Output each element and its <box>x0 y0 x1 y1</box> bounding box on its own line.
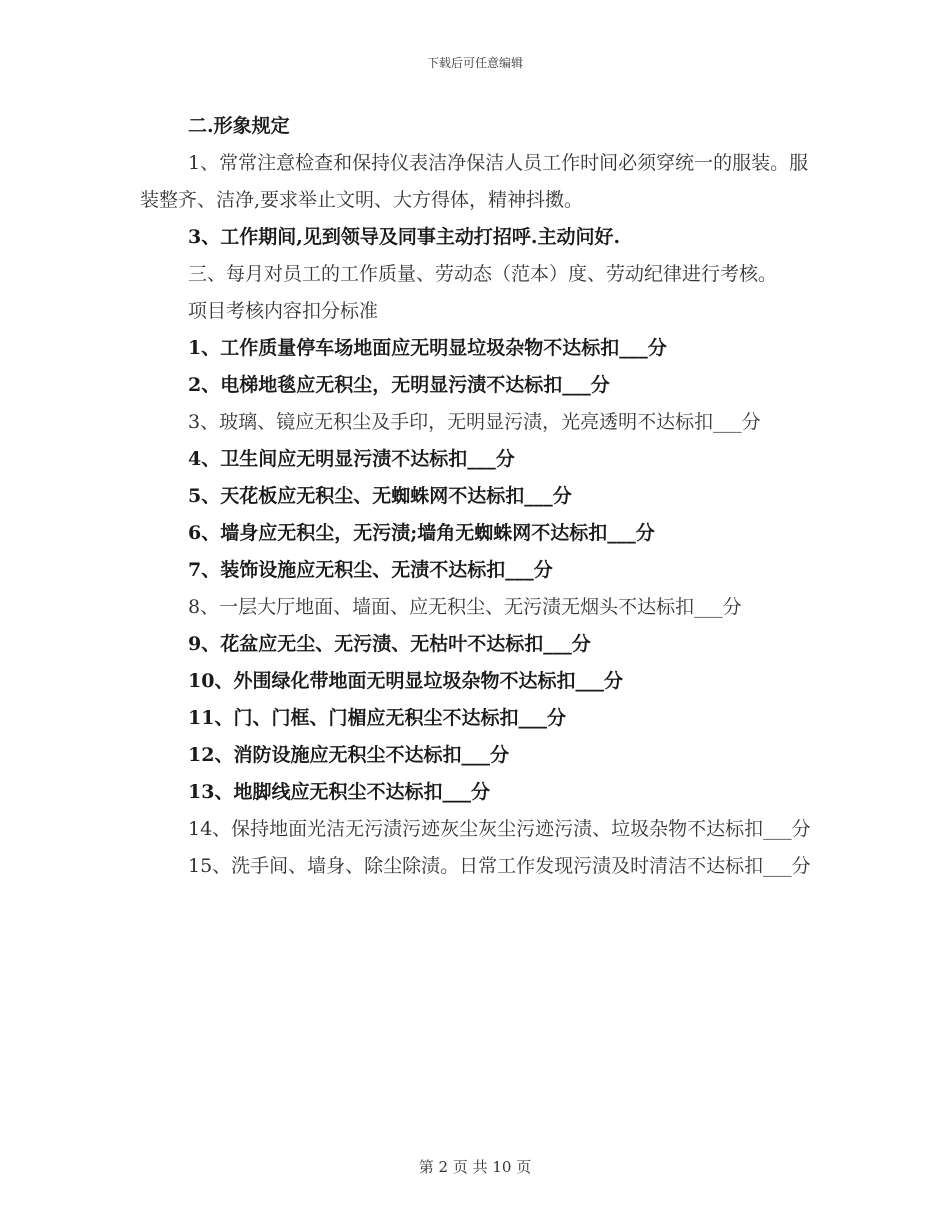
page-footer: 第 2 页 共 10 页 <box>418 1158 532 1176</box>
list-item: 15、洗手间、墙身、除尘除渍。日常工作发现污渍及时清洁不达标扣___分 <box>188 855 811 877</box>
list-item: 1、工作质量停车场地面应无明显垃圾杂物不达标扣___分 <box>188 337 667 359</box>
list-item: 5、天花板应无积尘、无蜘蛛网不达标扣___分 <box>188 485 572 507</box>
list-item: 2、电梯地毯应无积尘，无明显污渍不达标扣___分 <box>188 374 610 396</box>
paragraph-criteria-header: 项目考核内容扣分标准 <box>188 300 379 322</box>
document-body <box>140 108 812 885</box>
paragraph-greeting: 3、工作期间,见到领导及同事主动打招呼.主动问好. <box>188 226 621 248</box>
list-item: 6、墙身应无积尘，无污渍;墙角无蜘蛛网不达标扣___分 <box>188 522 655 544</box>
paragraph-uniform: 1、常常注意检查和保持仪表洁净保洁人员工作时间必须穿统一的服装。服装整齐、洁净,要求举止文明、大方得体，精神抖擞。 <box>140 152 809 211</box>
list-item: 4、卫生间应无明显污渍不达标扣___分 <box>188 448 515 470</box>
list-item: 7、装饰设施应无积尘、无渍不达标扣___分 <box>188 559 553 581</box>
paragraph-assessment: 三、每月对员工的工作质量、劳动态（范本）度、劳动纪律进行考核。 <box>188 263 778 285</box>
list-item: 14、保持地面光洁无污渍污迹灰尘灰尘污迹污渍、垃圾杂物不达标扣___分 <box>188 818 811 840</box>
list-item: 11、门、门框、门楣应无积尘不达标扣___分 <box>188 707 566 729</box>
list-item: 8、一层大厅地面、墙面、应无积尘、无污渍无烟头不达标扣___分 <box>188 596 742 618</box>
list-item: 9、花盆应无尘、无污渍、无枯叶不达标扣___分 <box>188 633 591 655</box>
section-title: 二.形象规定 <box>188 115 290 137</box>
list-item: 10、外围绿化带地面无明显垃圾杂物不达标扣___分 <box>188 670 623 692</box>
list-item: 12、消防设施应无积尘不达标扣___分 <box>188 744 509 766</box>
page-header-note: 下载后可任意编辑 <box>426 56 523 70</box>
list-item: 13、地脚线应无积尘不达标扣___分 <box>188 781 490 803</box>
list-item: 3、玻璃、镜应无积尘及手印，无明显污渍，光亮透明不达标扣___分 <box>188 411 761 433</box>
